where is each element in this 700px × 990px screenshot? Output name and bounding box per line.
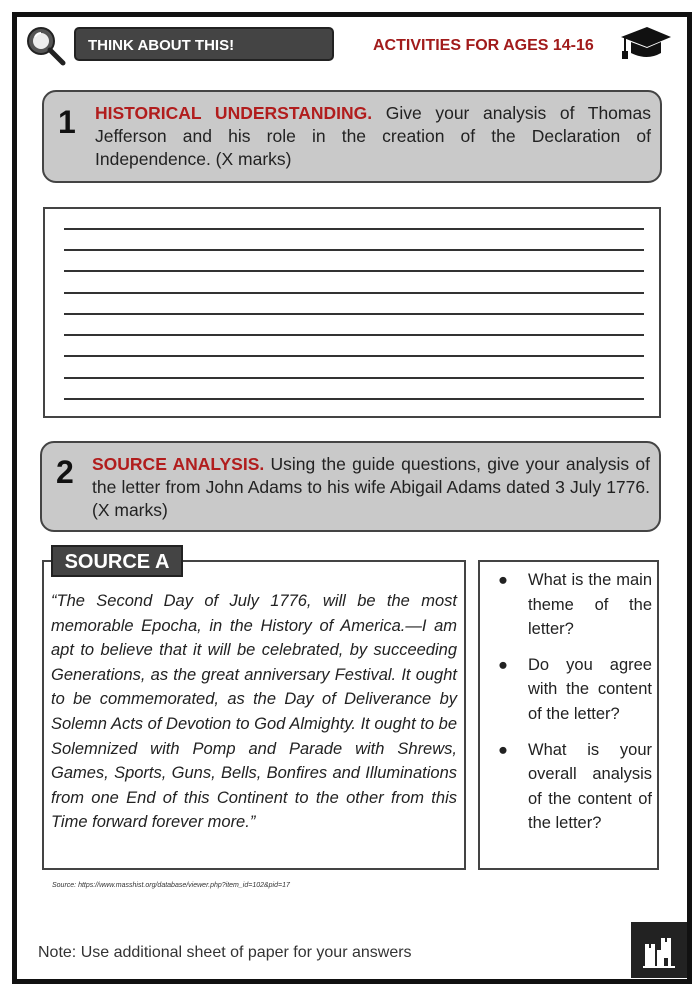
question-2-prompt: Using the guide questions, give your analysis of the letter from John Adams to his wife Abigail Adams dated 3 July 1776. (X marks)	[92, 454, 650, 520]
question-2-text	[92, 453, 650, 522]
question-1-heading: HISTORICAL UNDERSTANDING.	[95, 103, 373, 123]
answer-line	[64, 377, 644, 379]
answer-area	[43, 207, 661, 418]
answer-line	[64, 249, 644, 251]
question-1-prompt: Give your analysis of Thomas Jefferson and his role in the creation of the Declaration of Independence. (X marks)	[95, 103, 651, 169]
guide-question-text: What is the main theme of the letter?	[528, 571, 652, 639]
source-quote-text: “The Second Day of July 1776, will be the most memorable Epocha, in the History of America.—I am apt to believe that it will be celebrated, by succeeding Generations, as the great anniversary Festival. It ought to be commemorated, as the Day of Deliverance by Solemn Acts of Devotion to God Almighty. It ought to be Solemnized with Pomp and Parade with Shrews, Games, Sports, Guns, Bells, Bonfires and Illuminations from one End of this Continent to the other from this Time forward forever more.”	[51, 592, 457, 832]
answer-line	[64, 270, 644, 272]
source-citation: Source: https://www.masshist.org/database/viewer.php?item_id=102&pid=17	[52, 882, 290, 889]
activities-age-label: ACTIVITIES FOR AGES 14-16	[373, 37, 594, 54]
castle-icon	[631, 922, 687, 978]
bullet-icon: ●	[498, 655, 508, 674]
answer-line	[64, 313, 644, 315]
question-2-number: 2	[56, 454, 74, 490]
source-a-label: SOURCE A	[51, 545, 183, 577]
answer-line	[64, 398, 644, 400]
footer-note: Note: Use additional sheet of paper for your answers	[38, 944, 412, 961]
magnifying-glass-icon	[24, 24, 66, 66]
answer-line	[64, 228, 644, 230]
guide-question-item	[498, 738, 652, 836]
bullet-icon: ●	[498, 571, 508, 589]
guide-question-text: Do you agree with the content of the letter?	[528, 655, 652, 723]
answer-line	[64, 292, 644, 294]
source-quote	[51, 589, 457, 835]
answer-line	[64, 355, 644, 357]
guide-question-text: What is your overall analysis of the content of the letter?	[528, 740, 652, 833]
question-1-text	[95, 102, 651, 171]
graduation-cap-icon	[617, 24, 673, 64]
guide-questions-list	[498, 568, 652, 847]
guide-question-item	[498, 653, 652, 727]
think-about-this-label: THINK ABOUT THIS!	[74, 27, 334, 61]
question-1-number: 1	[58, 104, 76, 140]
guide-question-item	[498, 568, 652, 642]
castle-badge	[631, 922, 687, 978]
answer-line	[64, 334, 644, 336]
question-2-heading: SOURCE ANALYSIS.	[92, 454, 265, 474]
bullet-icon: ●	[498, 740, 508, 759]
